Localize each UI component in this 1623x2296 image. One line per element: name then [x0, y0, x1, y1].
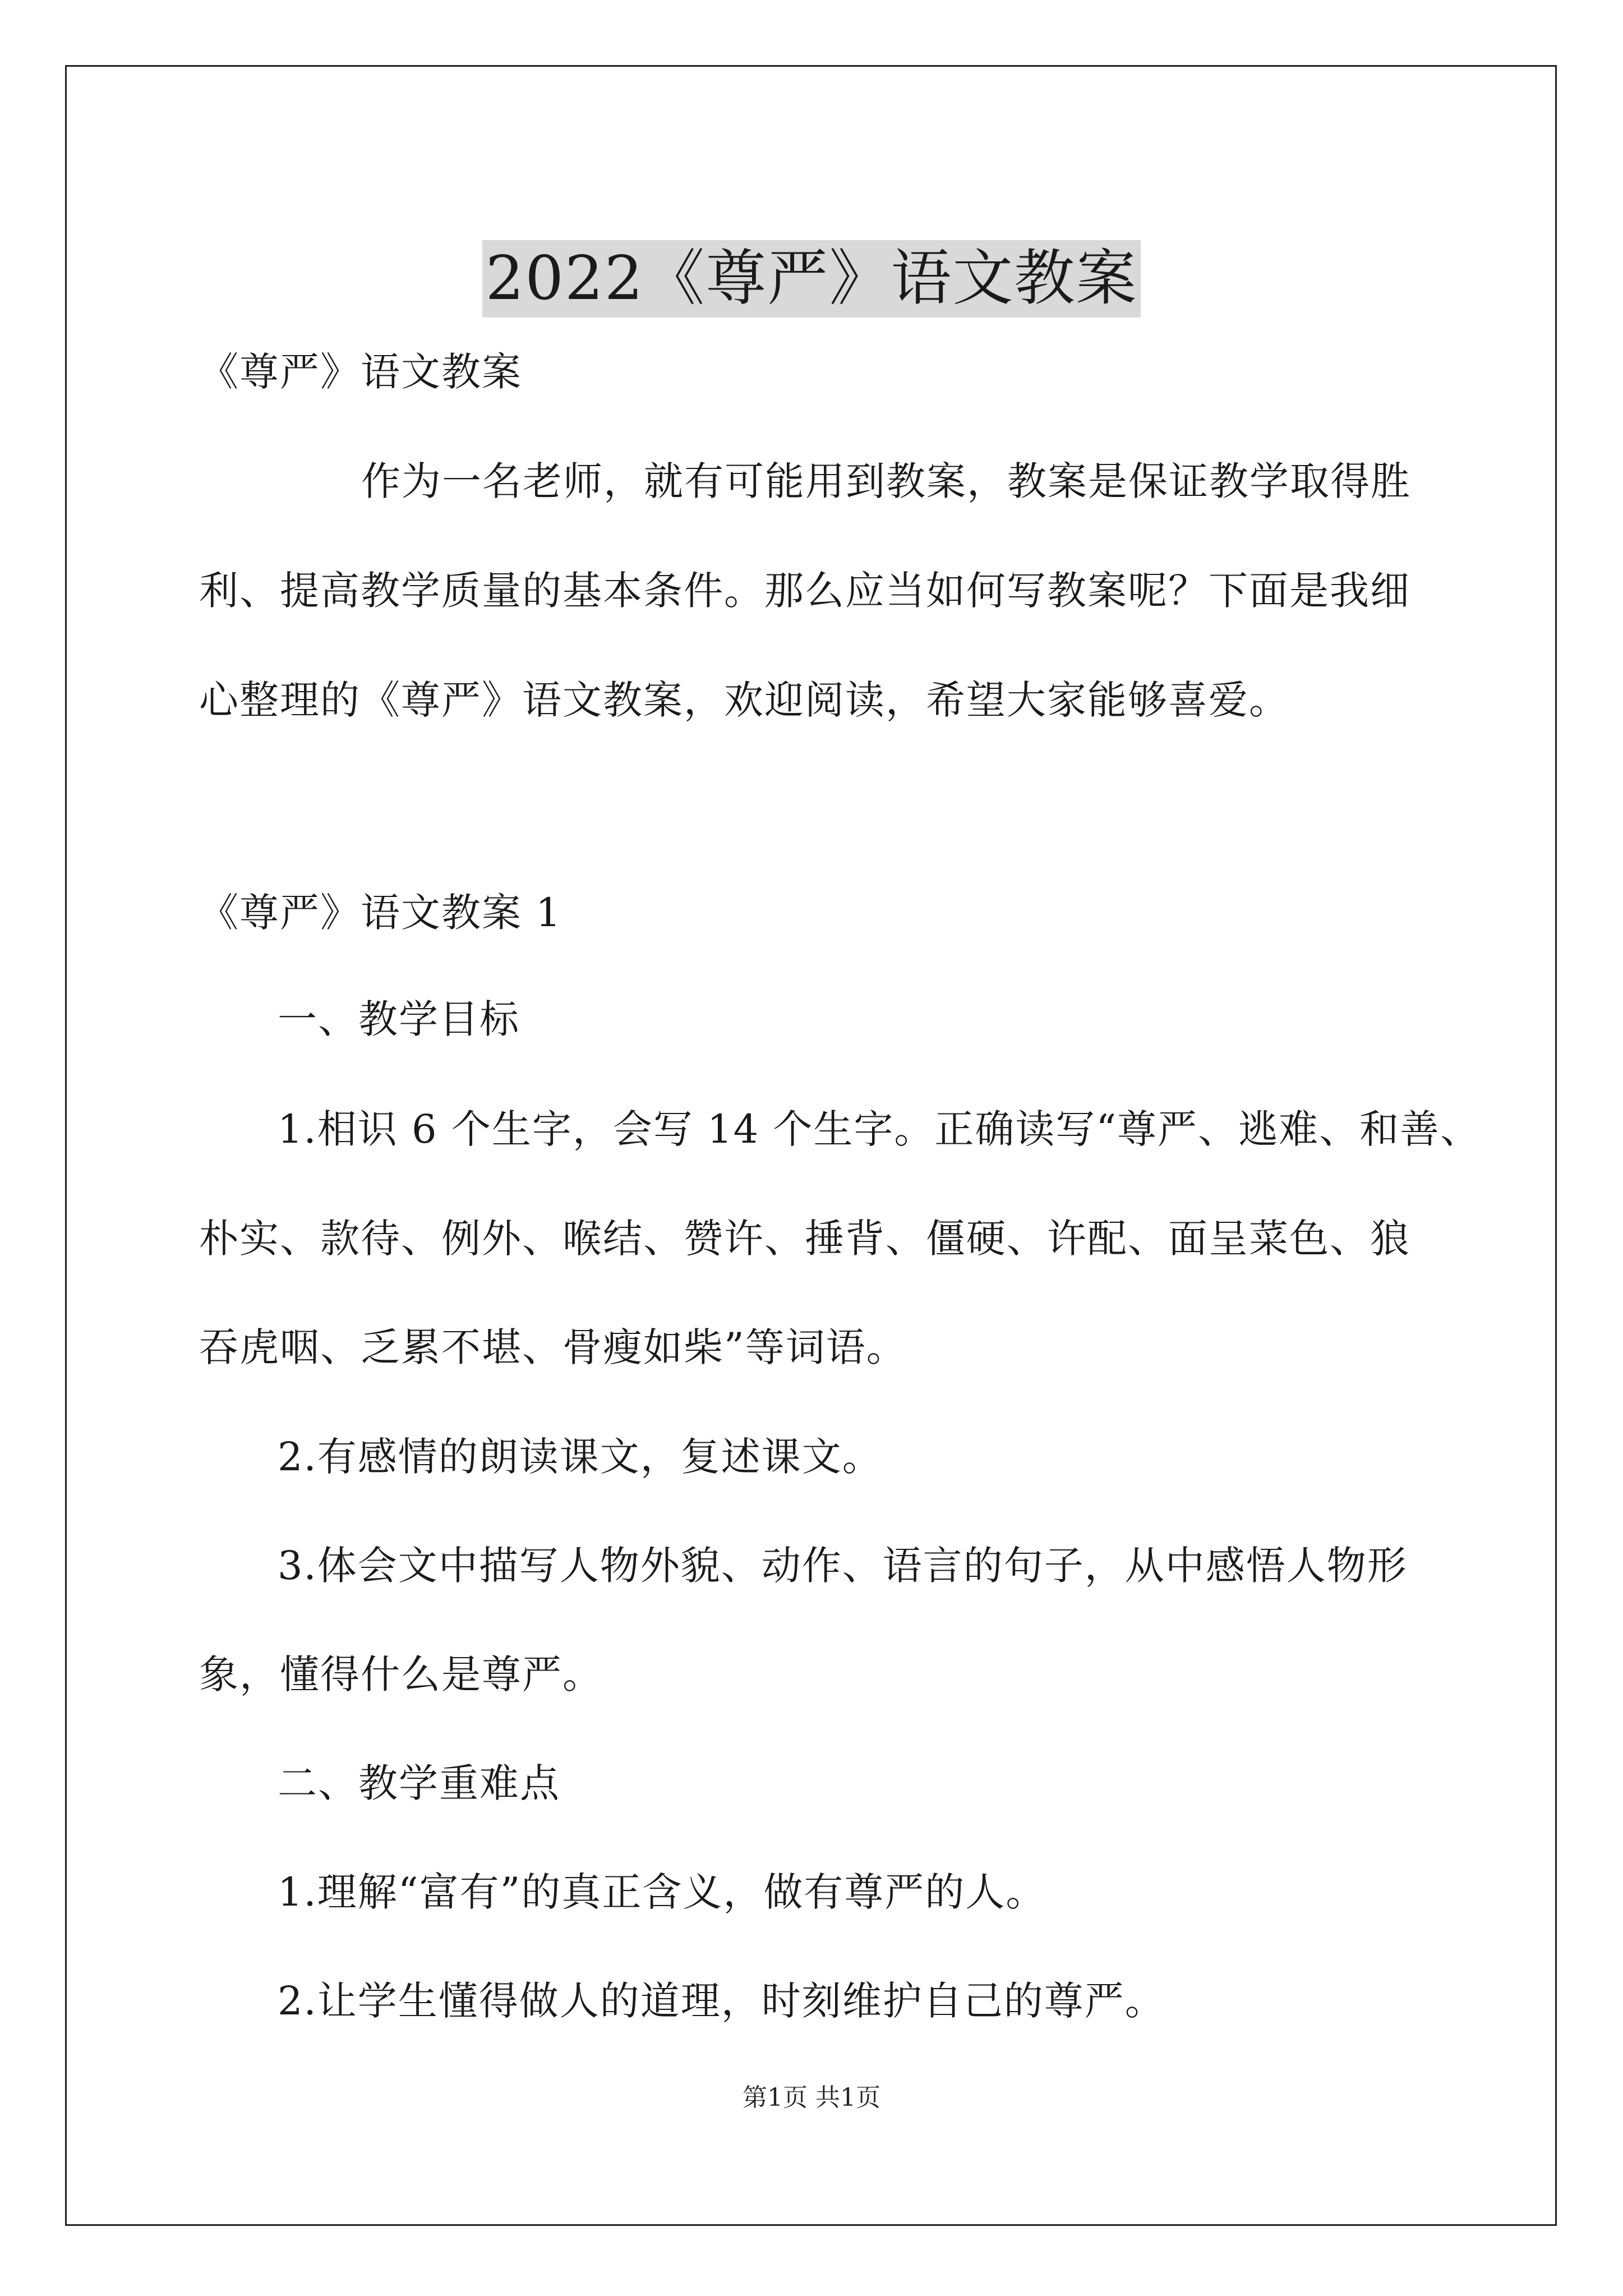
page-footer: 第1页 共1页 — [743, 2083, 880, 2112]
goal2: 2.有感情的朗读课文，复述课文。 — [278, 1434, 883, 1480]
document-title: 2022《尊严》语文教案 — [482, 240, 1141, 318]
section-title: 《尊严》语文教案 1 — [199, 890, 562, 936]
goal3-line-1: 3.体会文中描写人物外貌、动作、语言的句子，从中感悟人物形 — [278, 1543, 1408, 1589]
key1: 1.理解“富有”的真正含义，做有尊严的人。 — [278, 1869, 1046, 1915]
intro-line-1: 作为一名老师，就有可能用到教案，教案是保证教学取得胜 — [361, 458, 1411, 504]
subtitle: 《尊严》语文教案 — [199, 349, 522, 395]
intro-line-3: 心整理的《尊严》语文教案，欢迎阅读，希望大家能够喜爱。 — [199, 677, 1289, 723]
intro-line-2: 利、提高教学质量的基本条件。那么应当如何写教案呢？下面是我细 — [199, 568, 1410, 614]
heading-goals: 一、教学目标 — [278, 996, 520, 1042]
goal1-line-2: 朴实、款待、例外、喉结、赞许、捶背、僵硬、许配、面呈菜色、狼 — [199, 1216, 1410, 1262]
key2: 2.让学生懂得做人的道理，时刻维护自己的尊严。 — [278, 1978, 1165, 2024]
goal1-line-1: 1.相识 6 个生字，会写 14 个生字。正确读写“尊严、逃难、和善、 — [278, 1106, 1481, 1152]
goal1-line-3: 吞虎咽、乏累不堪、骨瘦如柴”等词语。 — [199, 1324, 907, 1370]
goal3-line-2: 象，懂得什么是尊严。 — [199, 1651, 603, 1697]
title-wrap — [0, 200, 1623, 358]
heading-keys: 二、教学重难点 — [278, 1760, 560, 1806]
